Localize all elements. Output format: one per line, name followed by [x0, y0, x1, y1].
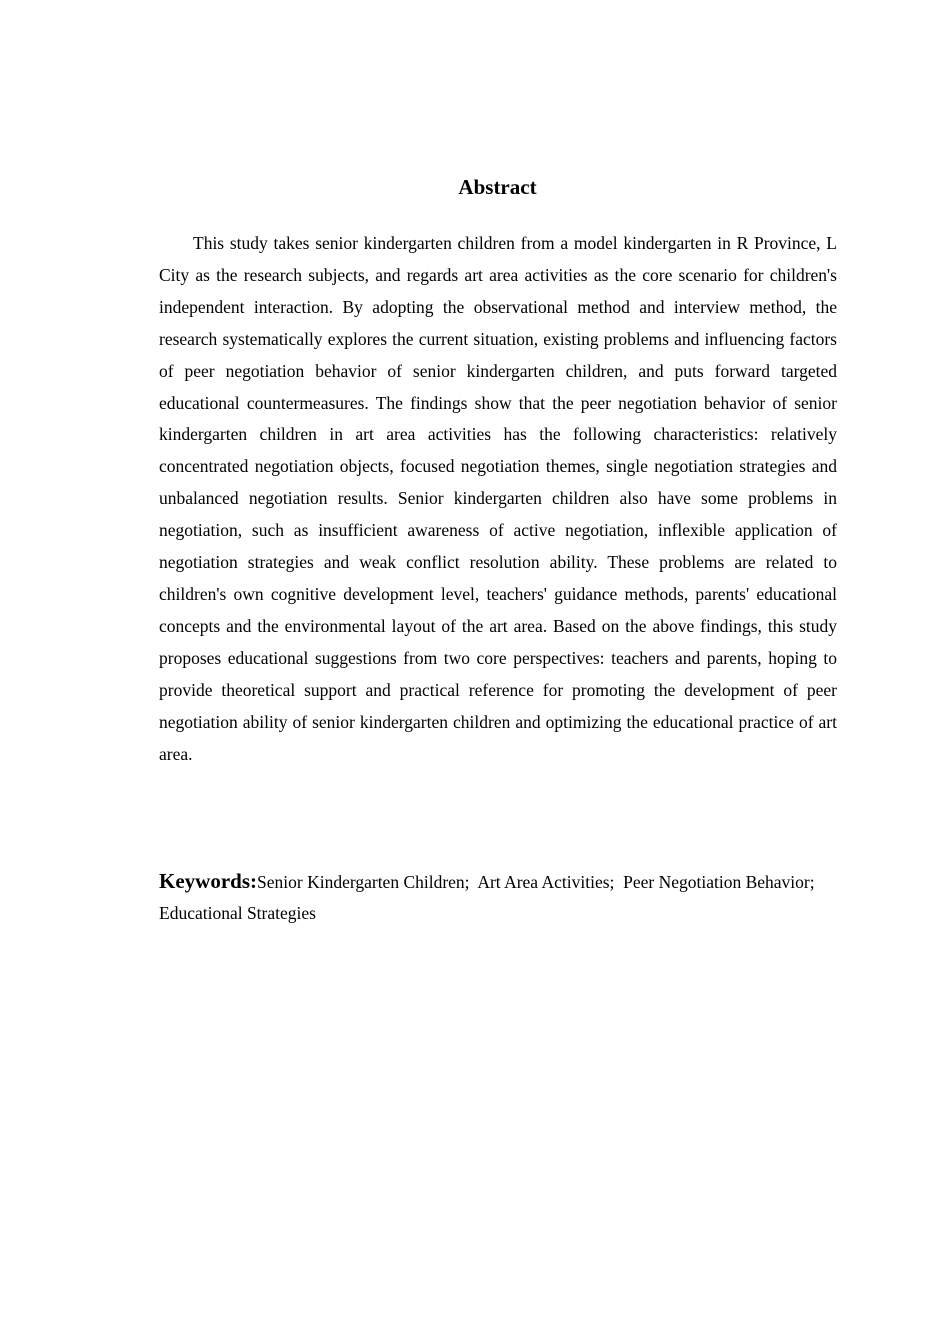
abstract-body: This study takes senior kindergarten children from a model kindergarten in R Province, L City as the research subjects, and regards art area activities as the core scenario for children's independent interaction. By adopting the observational method and interview method, the research systematically explores the current situation, existing problems and influencing factors of peer negotiation behavior of senior kindergarten children, and puts forward targeted educational countermeasures. The findings show that the peer negotiation behavior of senior kindergarten children in art area activities has the following characteristics: relatively concentrated negotiation objects, focused negotiation themes, single negotiation strategies and unbalanced negotiation results. Senior kindergarten children also have some problems in negotiation, such as insufficient awareness of active negotiation, inflexible application of negotiation strategies and weak conflict resolution ability. These problems are related to children's own cognitive development level, teachers' guidance methods, parents' educational concepts and the environmental layout of the art area. Based on the above findings, this study proposes educational suggestions from two core perspectives: teachers and parents, hoping to provide theoretical support and practical reference for promoting the development of peer negotiation ability of senior kindergarten children and optimizing the educational practice of art area.: [159, 233, 837, 764]
keywords-line: [159, 866, 839, 929]
keywords-text: Senior Kindergarten Children; Art Area Activities; Peer Negotiation Behavior; Educational Strategies: [159, 872, 824, 923]
abstract-title: Abstract: [458, 175, 537, 199]
keywords-label: Keywords:: [159, 869, 257, 893]
